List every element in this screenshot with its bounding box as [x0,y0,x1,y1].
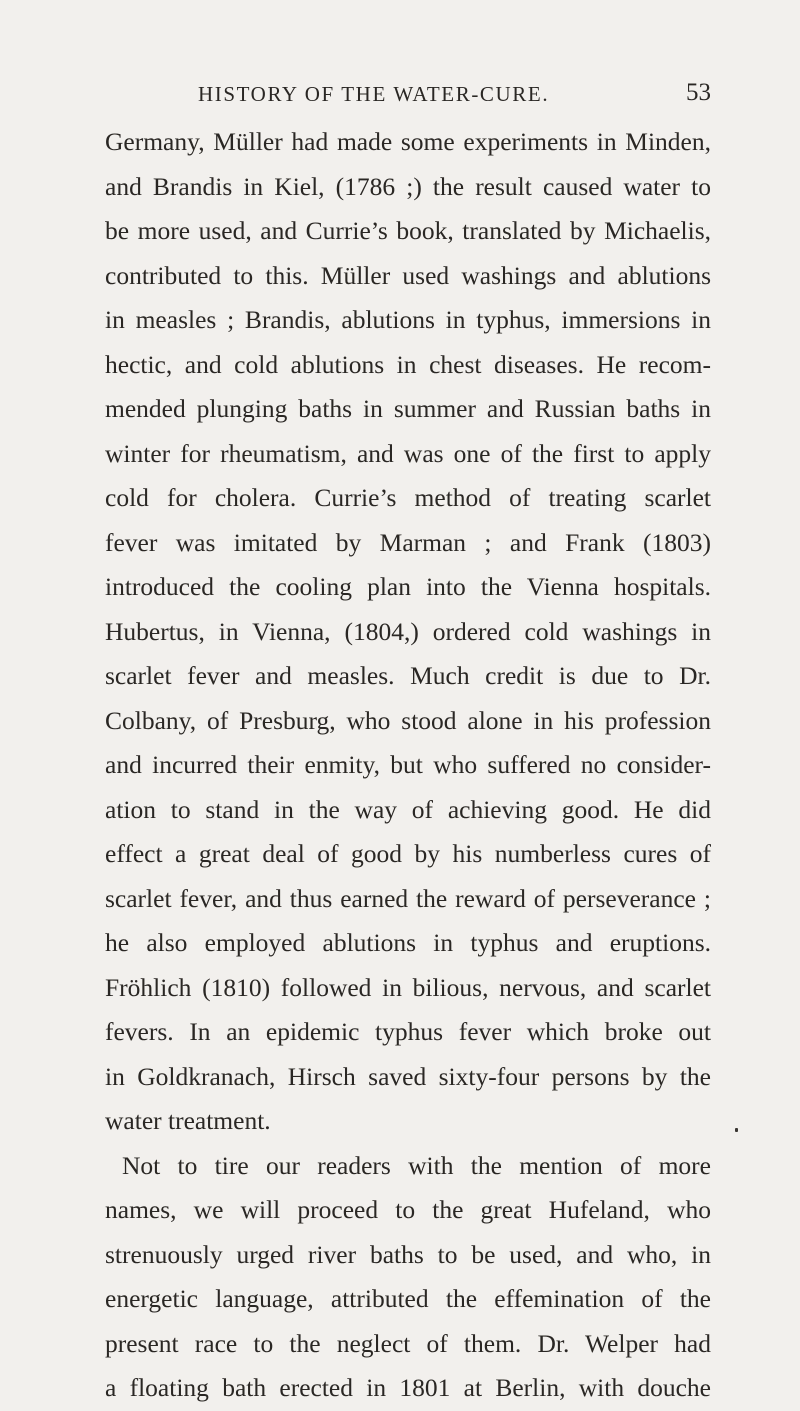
text-line: strenuously urged river baths to be used, and who, in [105,1239,711,1269]
text-line: hectic, and cold ablutions in chest diseases. He recom- [105,349,711,379]
text-line: ation to stand in the way of achieving good. He did [105,794,711,824]
body-text [105,120,711,1411]
text-line: in Goldkranach, Hirsch saved sixty-four persons by the [105,1061,711,1091]
text-line: scarlet fever and measles. Much credit is due to Dr. [105,661,711,690]
text-line: a floating bath erected in 1801 at Berlin, with douche [105,1373,711,1402]
text-line: and incurred their enmity, but who suffered no consider- [105,750,711,779]
text-line: Hubertus, in Vienna, (1804,) ordered cold washings in [105,616,711,646]
running-title: HISTORY OF THE WATER-CURE. [198,82,550,106]
page-number: 53 [686,79,711,106]
text-line: fever was imitated by Marman ; and Frank (1803) [105,527,711,557]
text-line: he also employed ablutions in typhus and eruptions. [105,928,711,957]
text-line: and Brandis in Kiel, (1786 ;) the result caused water to [105,171,711,201]
text-line: present race to the neglect of them. Dr. Welper had [105,1328,711,1358]
text-line: names, we will proceed to the great Hufeland, who [105,1195,711,1224]
text-line: effect a great deal of good by his numberless cures of [105,839,711,868]
ink-speck [735,1128,738,1132]
text-line: be more used, and Currie’s book, translated by Michaelis, [105,216,711,245]
text-line: scarlet fever, and thus earned the reward of perseverance ; [105,883,711,913]
text-line: Germany, Müller had made some experiments in Minden, [105,127,711,156]
text-line: mended plunging baths in summer and Russian baths in [105,394,711,423]
text-line: Colbany, of Presburg, who stood alone in his profession [105,705,711,735]
text-line: contributed to this. Müller used washings and ablutions [105,260,711,290]
text-line: water treatment. [105,1106,271,1135]
text-line: energetic language, attributed the effemination of the [105,1284,711,1313]
text-line: in measles ; Brandis, ablutions in typhus, immersions in [105,305,711,334]
text-line: cold for cholera. Currie’s method of treating scarlet [105,483,711,512]
paragraph-start-line: Not to tire our readers with the mention of more [122,1150,711,1180]
text-line: introduced the cooling plan into the Vienna hospitals. [105,572,711,601]
text-line: Fröhlich (1810) followed in bilious, nervous, and scarlet [105,972,711,1002]
text-line: fevers. In an epidemic typhus fever which broke out [105,1017,711,1046]
running-header [0,79,800,112]
text-line: winter for rheumatism, and was one of the first to apply [105,438,711,468]
